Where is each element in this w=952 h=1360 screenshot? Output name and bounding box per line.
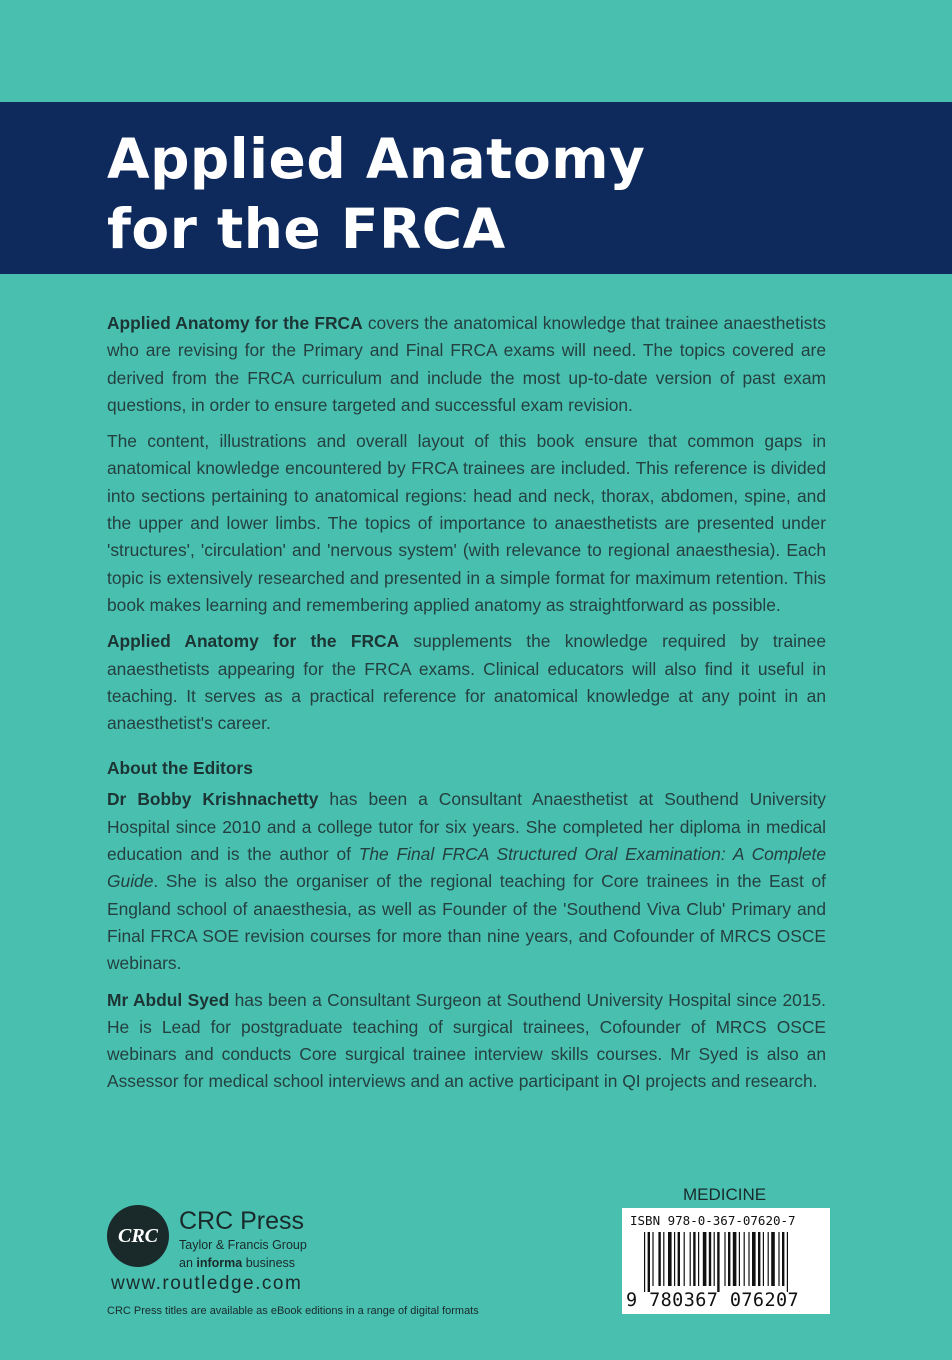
barcode-bar xyxy=(778,1232,779,1286)
barcode-bar xyxy=(668,1232,672,1286)
isbn-text: ISBN 978-0-367-07620-7 xyxy=(630,1213,796,1228)
informa-prefix: an xyxy=(179,1256,197,1270)
publisher-website[interactable]: www.routledge.com xyxy=(111,1273,303,1294)
barcode-bar xyxy=(744,1232,745,1286)
barcode-bar xyxy=(648,1232,650,1292)
editor-1-text-a: has been a Consultant Anaesthetist at Southend University Hospital since 2010 and a college tutor for six years. She completed her diploma in medical education and is the author of xyxy=(107,789,827,865)
barcode-bar xyxy=(644,1232,645,1292)
publisher-name: CRC Press xyxy=(179,1207,305,1235)
publisher-informa xyxy=(179,1256,295,1270)
editors-heading: About the Editors xyxy=(107,758,253,779)
barcode-bar xyxy=(674,1232,675,1286)
blurb-paragraph-2: The content, illustrations and overall layout of this book ensure that common gaps in anatomical knowledge encountered by FRCA trainees are included. This reference is divided into sections pertaining to anatomical regions: head and neck, thorax, abdomen, spine, and the upper and lower limbs. The topics of importance to anaesthetists are presented under 'structures', 'circulation' and 'nervous system' (with relevance to regional anaesthesia). Each topic is extensively researched and presented in a simple format for maximum retention. This book makes learning and remembering applied anatomy as straightforward as possible. xyxy=(107,431,826,615)
editor-1-book-title: The Final FRCA Structured Oral Examination: A Complete Guide xyxy=(107,844,826,892)
barcode-bar xyxy=(748,1232,749,1286)
editor-bio-2 xyxy=(107,987,826,1096)
publisher-block xyxy=(107,1205,527,1345)
crc-logo-text: CRC xyxy=(117,1224,159,1247)
barcode-bar xyxy=(758,1232,760,1286)
barcode-bar xyxy=(752,1232,756,1286)
editor-1-text-b: . She is also the organiser of the regional teaching for Core trainees in the East of England school of anaesthesia, as well as Founder of the 'Southend Viva Club' Primary and Final FRCA SOE revision courses for more than nine years, and Cofounder of MRCS OSCE webinars. xyxy=(107,871,826,974)
barcode-bar xyxy=(739,1232,740,1286)
title-line-2: for the FRCA xyxy=(107,197,506,261)
editor-2-name: Mr Abdul Syed xyxy=(107,989,230,1010)
barcode-icon xyxy=(644,1232,812,1292)
editor-2-text: has been a Consultant Surgeon at Southend University Hospital since 2015. He is Lead for postgraduate teaching of surgical trainees, Cofounder of MRCS OSCE webinars and conducts Core surgical trainee interview skills courses. Mr Syed is also an Assessor for medical school interviews and an active participant in QI projects and research. xyxy=(107,989,827,1092)
barcode-bar xyxy=(663,1232,664,1286)
editor-1-name: Dr Bobby Krishnachetty xyxy=(107,789,319,810)
ebook-note: CRC Press titles are available as eBook editions in a range of digital formats xyxy=(107,1305,479,1317)
barcode-bar xyxy=(717,1232,719,1292)
informa-suffix: business xyxy=(242,1256,296,1270)
barcode-box xyxy=(622,1208,830,1314)
barcode-bar xyxy=(724,1232,725,1286)
barcode-digits: 9 780367 076207 xyxy=(626,1290,800,1311)
barcode-bar xyxy=(684,1232,685,1286)
blurb-paragraph-3 xyxy=(107,628,826,737)
crc-logo xyxy=(107,1205,169,1267)
barcode-bar xyxy=(698,1232,699,1286)
barcode-bar xyxy=(782,1232,784,1286)
book-title xyxy=(107,124,645,264)
barcode-bar xyxy=(771,1232,775,1286)
title-line-1: Applied Anatomy xyxy=(107,127,646,191)
barcode-bar xyxy=(733,1232,737,1286)
blurb-title-ref-1: Applied Anatomy for the FRCA xyxy=(107,313,363,333)
barcode-bar xyxy=(652,1232,653,1286)
informa-bold: informa xyxy=(196,1256,243,1270)
blurb-paragraph-1 xyxy=(107,310,826,419)
blurb-p1-text: covers the anatomical knowledge that trainee anaesthetists who are revising for the Primary and Final FRCA exams will need. The topics covered are derived from the FRCA curriculum and include the most up-to-date version of past exam questions, in order to ensure targeted and successful exam revision. xyxy=(107,313,826,415)
barcode-bar xyxy=(678,1232,680,1286)
barcode-bar xyxy=(693,1232,695,1286)
barcode-bar xyxy=(763,1232,764,1286)
barcode-bar xyxy=(787,1232,788,1292)
barcode-bar xyxy=(709,1232,711,1286)
publisher-group: Taylor & Francis Group xyxy=(179,1238,307,1252)
barcode-bar xyxy=(658,1232,660,1286)
barcode-bar xyxy=(690,1232,691,1286)
back-cover-text xyxy=(107,310,826,1105)
barcode-bar xyxy=(728,1232,730,1286)
barcode-bar xyxy=(768,1232,769,1286)
barcode-bar xyxy=(703,1232,707,1286)
blurb-p3-text: supplements the knowledge required by trainee anaesthetists appearing for the FRCA exams. Clinical educators will also find it useful in teaching. It serves as a practical reference for anatomical knowledge at any point in an anaesthetist's career. xyxy=(107,631,826,734)
subject-category: MEDICINE xyxy=(683,1185,767,1204)
blurb-title-ref-2: Applied Anatomy for the FRCA xyxy=(107,631,400,652)
barcode-bar xyxy=(714,1232,715,1286)
editor-bio-1 xyxy=(107,786,826,977)
